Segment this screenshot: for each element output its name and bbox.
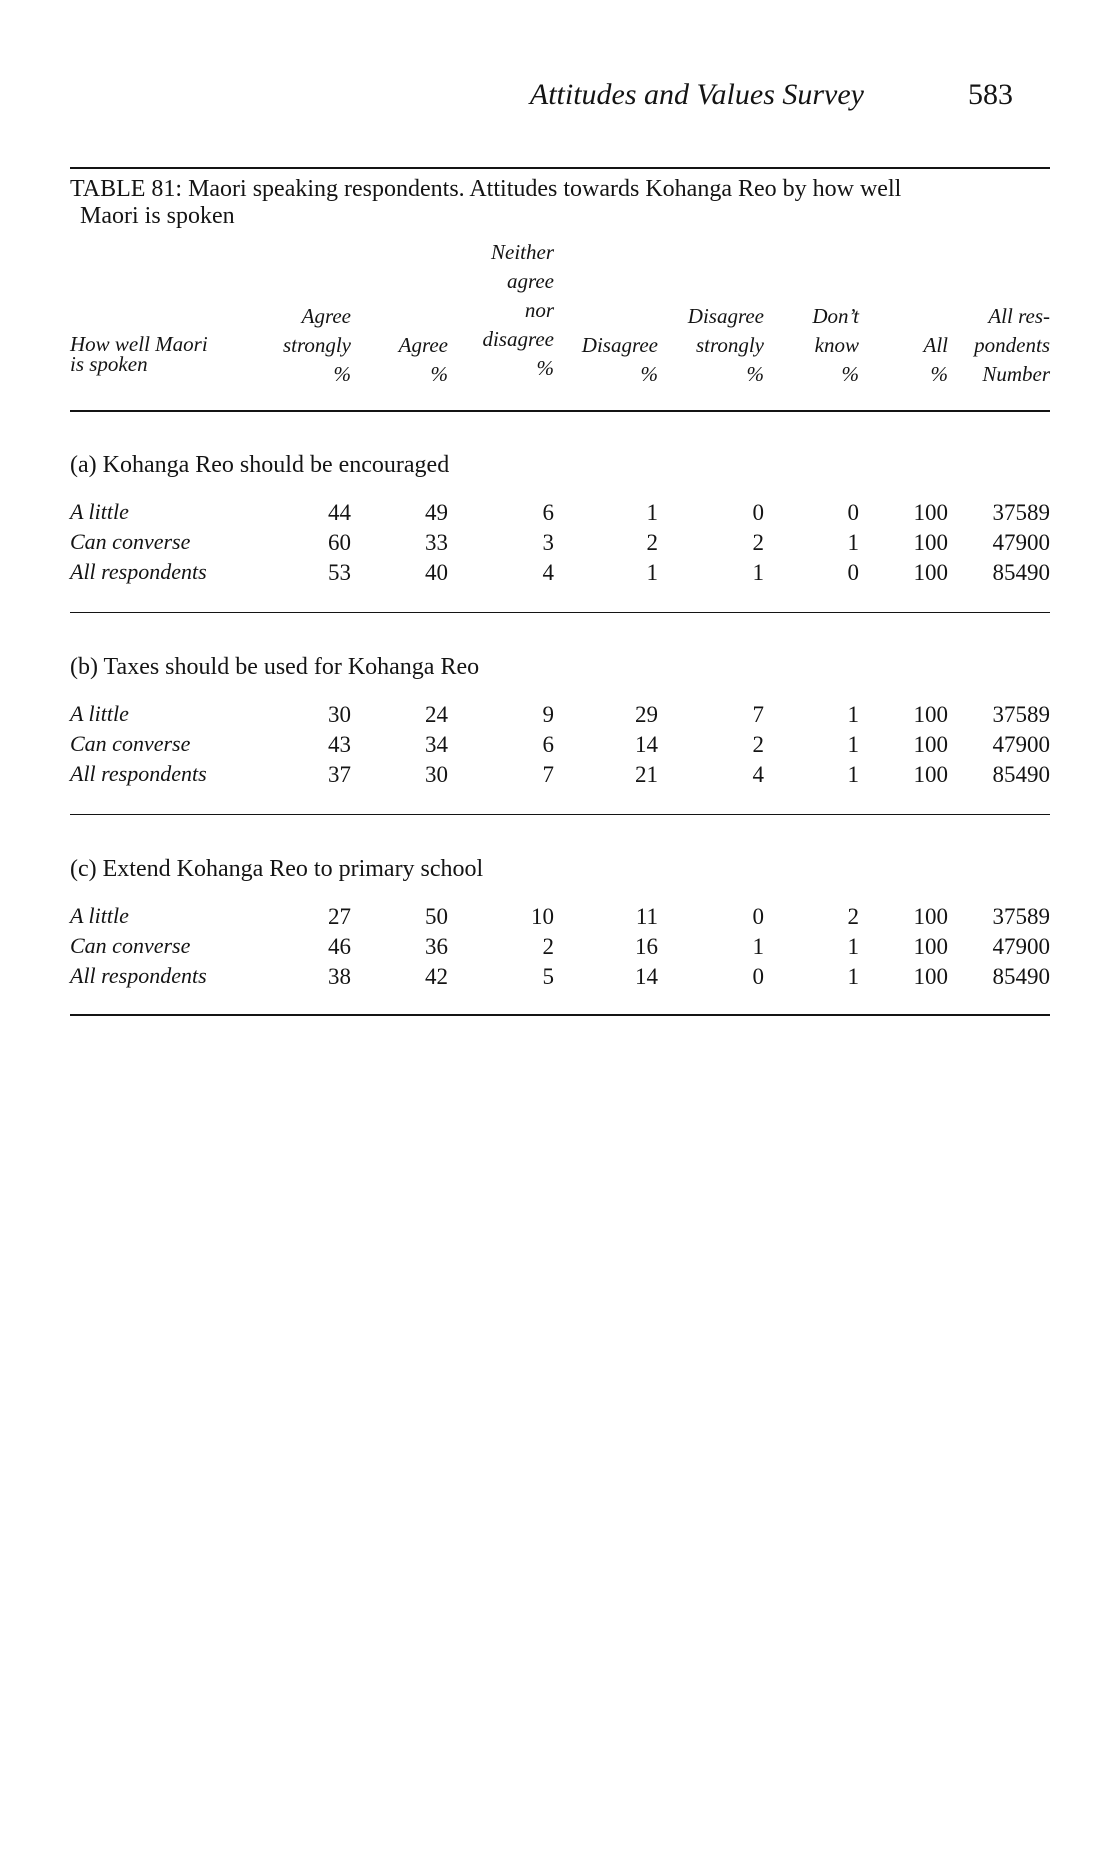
cell-number: 47900	[992, 530, 1050, 555]
row-label: A little	[70, 701, 129, 726]
header-rule	[70, 410, 1050, 412]
cell-agree: 49	[425, 500, 448, 525]
row-label: Can converse	[70, 933, 191, 958]
cell-neither: 3	[542, 530, 554, 555]
cell-all-percent: 100	[913, 732, 948, 757]
row-label: A little	[70, 499, 129, 524]
col-header-agree-strongly: Agree strongly %	[282, 304, 351, 386]
cell-number: 47900	[992, 732, 1050, 757]
cell-number: 37589	[992, 702, 1050, 727]
col-header-agree: Agree %	[398, 333, 448, 386]
cell-agree-strongly: 53	[328, 560, 351, 585]
cell-agree: 50	[425, 904, 448, 929]
cell-disagree: 14	[635, 732, 658, 757]
cell-neither: 10	[531, 904, 554, 929]
cell-disagree: 16	[635, 934, 658, 959]
cell-all-percent: 100	[913, 500, 948, 525]
row-label: Can converse	[70, 731, 191, 756]
cell-number: 47900	[992, 934, 1050, 959]
cell-agree: 36	[425, 934, 448, 959]
cell-agree: 30	[425, 762, 448, 787]
cell-dont-know: 0	[847, 500, 859, 525]
cell-all-percent: 100	[913, 904, 948, 929]
cell-disagree: 11	[635, 904, 658, 929]
cell-disagree-strongly: 0	[752, 964, 764, 989]
cell-agree-strongly: 27	[328, 904, 351, 929]
cell-agree: 42	[425, 964, 448, 989]
cell-neither: 6	[542, 732, 554, 757]
stub-header	[70, 334, 208, 374]
cell-all-percent: 100	[913, 934, 948, 959]
cell-number: 85490	[992, 560, 1050, 585]
cell-disagree-strongly: 2	[752, 732, 764, 757]
cell-agree: 40	[425, 560, 448, 585]
row-label: A little	[70, 903, 129, 928]
cell-all-percent: 100	[913, 702, 948, 727]
cell-number: 37589	[992, 904, 1050, 929]
cell-dont-know: 2	[847, 904, 859, 929]
cell-neither: 6	[542, 500, 554, 525]
cell-disagree: 1	[646, 560, 658, 585]
table-top-rule	[70, 167, 1050, 169]
running-head-title: Attitudes and Values Survey	[529, 78, 864, 111]
cell-disagree-strongly: 7	[752, 702, 764, 727]
cell-disagree: 2	[646, 530, 658, 555]
cell-neither: 5	[542, 964, 554, 989]
cell-dont-know: 1	[847, 702, 859, 727]
cell-disagree: 1	[646, 500, 658, 525]
cell-dont-know: 1	[847, 732, 859, 757]
cell-all-percent: 100	[913, 560, 948, 585]
cell-dont-know: 0	[847, 560, 859, 585]
cell-all-percent: 100	[913, 762, 948, 787]
cell-number: 85490	[992, 762, 1050, 787]
cell-neither: 4	[542, 560, 554, 585]
cell-disagree: 29	[635, 702, 658, 727]
cell-disagree-strongly: 2	[752, 530, 764, 555]
section-b-title: (b) Taxes should be used for Kohanga Reo	[70, 654, 480, 680]
cell-agree-strongly: 43	[328, 732, 351, 757]
cell-disagree-strongly: 4	[752, 762, 764, 787]
cell-agree-strongly: 60	[328, 530, 351, 555]
cell-disagree-strongly: 1	[752, 934, 764, 959]
cell-disagree: 21	[635, 762, 658, 787]
col-header-neither: Neither agree nor disagree %	[482, 240, 554, 380]
cell-disagree: 14	[635, 964, 658, 989]
section-b-rule	[70, 814, 1050, 815]
row-label: All respondents	[70, 963, 207, 988]
col-header-all-respondents-number: All res- pondents Number	[974, 304, 1050, 386]
stub-header-line-2: is spoken	[70, 352, 148, 376]
stub-header-line-1: How well Maori	[70, 332, 208, 356]
cell-agree-strongly: 38	[328, 964, 351, 989]
col-header-disagree: Disagree %	[581, 333, 658, 386]
cell-neither: 7	[542, 762, 554, 787]
table-caption-line-2: Maori is spoken	[80, 203, 235, 229]
col-header-all-percent: All %	[923, 333, 948, 386]
cell-agree-strongly: 44	[328, 500, 351, 525]
section-a-rule	[70, 612, 1050, 613]
cell-dont-know: 1	[847, 762, 859, 787]
table-caption	[70, 176, 1010, 230]
cell-number: 37589	[992, 500, 1050, 525]
cell-agree: 34	[425, 732, 448, 757]
section-c-title: (c) Extend Kohanga Reo to primary school	[70, 856, 484, 882]
section-a-title: (a) Kohanga Reo should be encouraged	[70, 452, 450, 478]
col-header-disagree-strongly: Disagree strongly %	[687, 304, 764, 386]
cell-agree: 24	[425, 702, 448, 727]
cell-disagree-strongly: 1	[752, 560, 764, 585]
cell-disagree-strongly: 0	[752, 904, 764, 929]
cell-neither: 9	[542, 702, 554, 727]
cell-neither: 2	[542, 934, 554, 959]
table-caption-line-1: TABLE 81: Maori speaking respondents. Attitudes towards Kohanga Reo by how well	[70, 176, 902, 202]
row-label: All respondents	[70, 559, 207, 584]
table-bottom-rule	[70, 1014, 1050, 1016]
page-number: 583	[968, 78, 1013, 111]
cell-agree: 33	[425, 530, 448, 555]
cell-number: 85490	[992, 964, 1050, 989]
cell-disagree-strongly: 0	[752, 500, 764, 525]
cell-agree-strongly: 30	[328, 702, 351, 727]
cell-dont-know: 1	[847, 964, 859, 989]
row-label: All respondents	[70, 761, 207, 786]
cell-dont-know: 1	[847, 934, 859, 959]
cell-agree-strongly: 37	[328, 762, 351, 787]
cell-agree-strongly: 46	[328, 934, 351, 959]
cell-dont-know: 1	[847, 530, 859, 555]
row-label: Can converse	[70, 529, 191, 554]
cell-all-percent: 100	[913, 964, 948, 989]
col-header-dont-know: Don’t know %	[812, 304, 859, 386]
cell-all-percent: 100	[913, 530, 948, 555]
